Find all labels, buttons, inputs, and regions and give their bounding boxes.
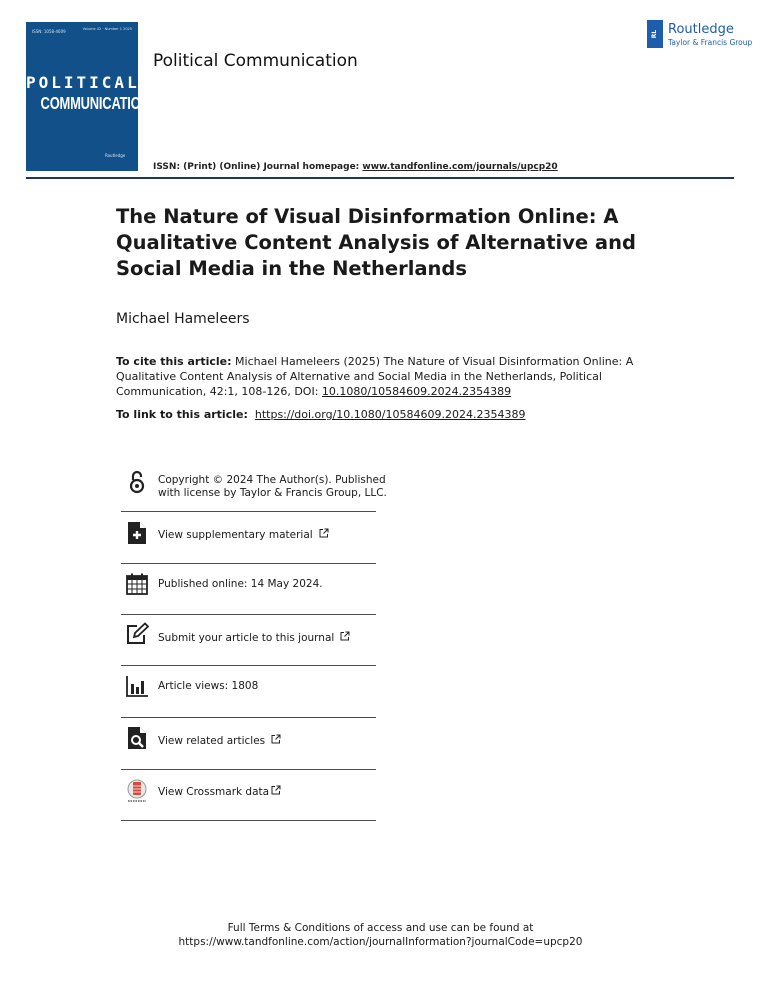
external-link-icon bbox=[340, 631, 350, 641]
footer-terms-link[interactable]: https://www.tandfonline.com/action/journalInformation?journalCode=upcp20 bbox=[178, 936, 583, 948]
published-label: Published online: 14 May 2024. bbox=[158, 578, 323, 590]
routledge-logo-icon bbox=[647, 20, 663, 48]
open-access-icon bbox=[125, 470, 149, 494]
submit-label[interactable]: Submit your article to this journal bbox=[158, 632, 335, 644]
routledge-logo bbox=[647, 20, 753, 50]
crossmark-label[interactable]: View Crossmark data bbox=[158, 786, 270, 798]
supplementary-label[interactable]: View supplementary material bbox=[158, 529, 313, 541]
document-plus-icon bbox=[125, 521, 149, 545]
published-item bbox=[121, 563, 376, 615]
copyright-line1: Copyright © 2024 The Author(s). Published bbox=[158, 474, 386, 486]
cover-title-line1: POLITICAL bbox=[26, 73, 140, 92]
supplementary-item[interactable] bbox=[121, 511, 376, 564]
bar-chart-icon bbox=[125, 674, 149, 698]
journal-cover bbox=[26, 22, 150, 171]
document-search-icon bbox=[125, 726, 149, 750]
issn-prefix: ISSN: (Print) (Online) Journal homepage: bbox=[153, 162, 363, 172]
edit-icon bbox=[125, 622, 149, 646]
footer-terms bbox=[0, 921, 761, 949]
related-item[interactable] bbox=[121, 717, 376, 770]
header-divider bbox=[26, 177, 734, 179]
journal-homepage-link[interactable]: www.tandfonline.com/journals/upcp20 bbox=[362, 162, 558, 172]
article-title: The Nature of Visual Disinformation Online: A Qualitative Content Analysis of Alternative and Social Media in the Netherlands bbox=[116, 205, 636, 280]
issn-line bbox=[153, 162, 558, 172]
copyright-line2: with license by Taylor & Francis Group, LLC. bbox=[158, 486, 387, 499]
calendar-icon bbox=[125, 572, 149, 596]
external-link-icon bbox=[271, 785, 281, 795]
views-label: Article views: 1808 bbox=[158, 680, 259, 692]
external-link-icon bbox=[319, 528, 329, 538]
link-label: To link to this article: bbox=[116, 408, 248, 421]
cover-volume: Volume 42 · Number 1 2025 bbox=[82, 27, 132, 31]
views-item bbox=[121, 665, 376, 718]
journal-title: Political Communication bbox=[153, 51, 358, 71]
external-link-icon bbox=[271, 734, 281, 744]
publisher-name: Routledge bbox=[668, 22, 734, 37]
article-author: Michael Hameleers bbox=[116, 311, 250, 327]
crossmark-item[interactable] bbox=[121, 769, 376, 821]
related-label[interactable]: View related articles bbox=[158, 735, 266, 747]
cite-text: Michael Hameleers (2025) The Nature of Visual Disinformation Online: A Qualitative Content Analysis of Alternative and Social Media in the Netherlands, Political Communication, 42:1, 108-126, DOI: bbox=[116, 355, 634, 398]
cover-publisher: Routledge bbox=[105, 153, 126, 158]
cite-label: To cite this article: bbox=[116, 355, 232, 368]
citation-block bbox=[116, 354, 646, 399]
submit-item[interactable] bbox=[121, 614, 376, 666]
footer-line1: Full Terms & Conditions of access and use can be found at bbox=[227, 922, 534, 934]
svg-text:RL: RL bbox=[651, 29, 658, 39]
cite-doi-link[interactable]: 10.1080/10584609.2024.2354389 bbox=[321, 385, 512, 398]
cover-issn: ISSN: 1058-4609 bbox=[32, 29, 66, 34]
publisher-tagline: Taylor & Francis Group bbox=[668, 38, 753, 47]
cover-title-line2: COMMUNICATION bbox=[40, 93, 150, 113]
article-link-block bbox=[116, 408, 525, 421]
copyright-item bbox=[121, 464, 387, 512]
article-doi-link[interactable]: https://doi.org/10.1080/10584609.2024.2354389 bbox=[254, 408, 526, 421]
crossmark-icon bbox=[125, 779, 149, 803]
